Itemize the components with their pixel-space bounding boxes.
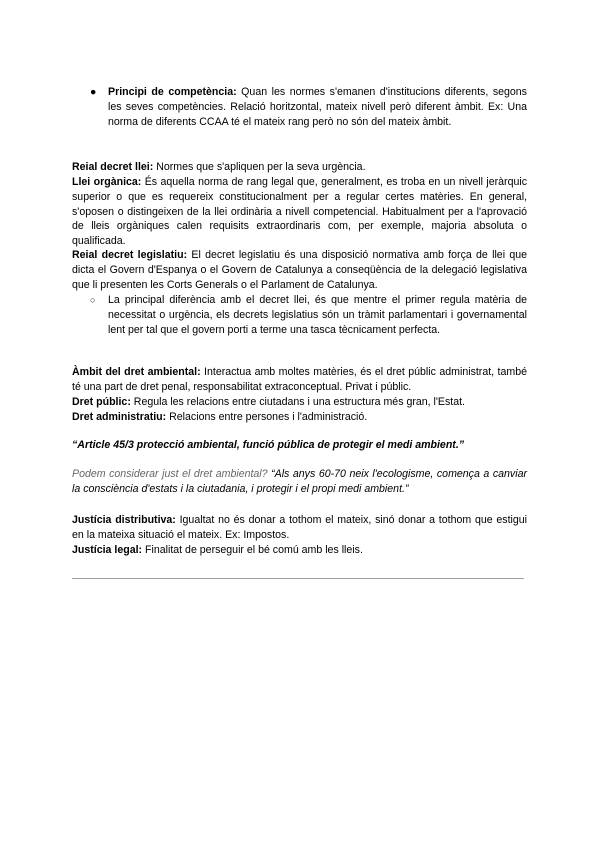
- definition-dret-public: Regula les relacions entre ciutadans i una estructura més gran, l'Estat.: [130, 396, 465, 408]
- term-llei-organica: Llei orgànica:: [72, 176, 142, 188]
- para-reial-decret-legislatiu: [72, 248, 527, 292]
- question-text: Podem considerar just el dret ambiental?: [72, 468, 268, 480]
- definition-llei-organica: És aquella norma de rang legal que, generalment, es troba en un nivell jeràrquic superior o que es requereix constitucionalment per a regular certes matèries. En general, s'oposen o distingeixen de la llei ordinària a nivell competencial. Habitualment per a l'aprovació de lleis orgàniques calen requisits extraordinaris com, per exemple, majoria absoluta o qualificada.: [72, 176, 527, 248]
- para-reial-decret-llei: [72, 160, 527, 175]
- bullet-text: [108, 85, 527, 129]
- para-dret-public: [72, 395, 527, 410]
- para-dret-administratiu: [72, 410, 527, 425]
- sub-bullet-diferencia: [90, 293, 527, 337]
- term-justicia-legal: Justícia legal:: [72, 544, 143, 556]
- term-ambit-dret-ambiental: Àmbit del dret ambiental:: [72, 366, 201, 378]
- term-reial-decret-legislatiu: Reial decret legislatiu:: [72, 249, 188, 261]
- definition-dret-administratiu: Relacions entre persones i l'administració.: [166, 411, 368, 423]
- definition-justicia-distributiva: Igualtat no és donar a tothom el mateix, sinó donar a tothom que estigui en la mateixa situació el mateix. Ex: Impostos.: [72, 514, 528, 541]
- definition-justicia-legal: Finalitat de perseguir el bé comú amb les lleis.: [142, 544, 363, 556]
- term-dret-administratiu: Dret administratiu:: [72, 411, 167, 423]
- definition-principi-competencia: Quan les normes s'emanen d'institucions diferents, segons les seves competències. Relació horitzontal, mateix nivell però diferent àmbit. Ex: Una norma de diferents CCAA té el mateix rang però no són del mateix àmbit.: [108, 86, 527, 128]
- definition-reial-decret-llei: Normes que s'apliquen per la seva urgència.: [153, 161, 366, 173]
- term-justicia-distributiva: Justícia distributiva:: [72, 514, 176, 526]
- term-reial-decret-llei: Reial decret llei:: [72, 161, 154, 173]
- horizontal-rule: [72, 578, 524, 579]
- sub-bullet-text: La principal diferència amb el decret llei, és que mentre el primer regula matèria de necessitat o urgència, els decrets legislatius són un tràmit parlamentari i governamental lent per tal que el govern porti a terme una tasca tècnicament perfecta.: [108, 294, 527, 336]
- para-dret-ambiental-question: [72, 467, 527, 497]
- term-dret-public: Dret públic:: [72, 396, 131, 408]
- question-quote: “Als anys 60-70 neix l'ecologisme, comença a canviar la consciència d'estats i la ciutadania, i protegir i el propi medi ambient.”: [72, 468, 527, 495]
- para-justicia-distributiva: [72, 513, 527, 543]
- quote-article-45: “Article 45/3 protecció ambiental, funció pública de protegir el medi ambient.”: [72, 439, 465, 451]
- term-principi-competencia: Principi de competència:: [108, 86, 237, 98]
- para-ambit-dret-ambiental: [72, 365, 527, 395]
- definition-reial-decret-legislatiu: El decret legislatiu és una disposició normativa amb força de llei que dicta el Govern d'Espanya o el Govern de Catalunya a conseqüència de la delegació legislativa que li presenten les Corts Generals o el Parlament de Catalunya.: [72, 249, 527, 291]
- sub-bullet-marker: ○: [90, 295, 96, 305]
- bullet-principi-competencia: [90, 85, 527, 129]
- bullet-marker: ●: [90, 86, 97, 98]
- para-justicia-legal: [72, 543, 527, 558]
- para-llei-organica: [72, 175, 527, 249]
- definition-ambit-dret-ambiental: Interactua amb moltes matèries, és el dret públic administrat, també té una part de dret penal, responsabilitat extraconceptual. Privat i públic.: [72, 366, 527, 393]
